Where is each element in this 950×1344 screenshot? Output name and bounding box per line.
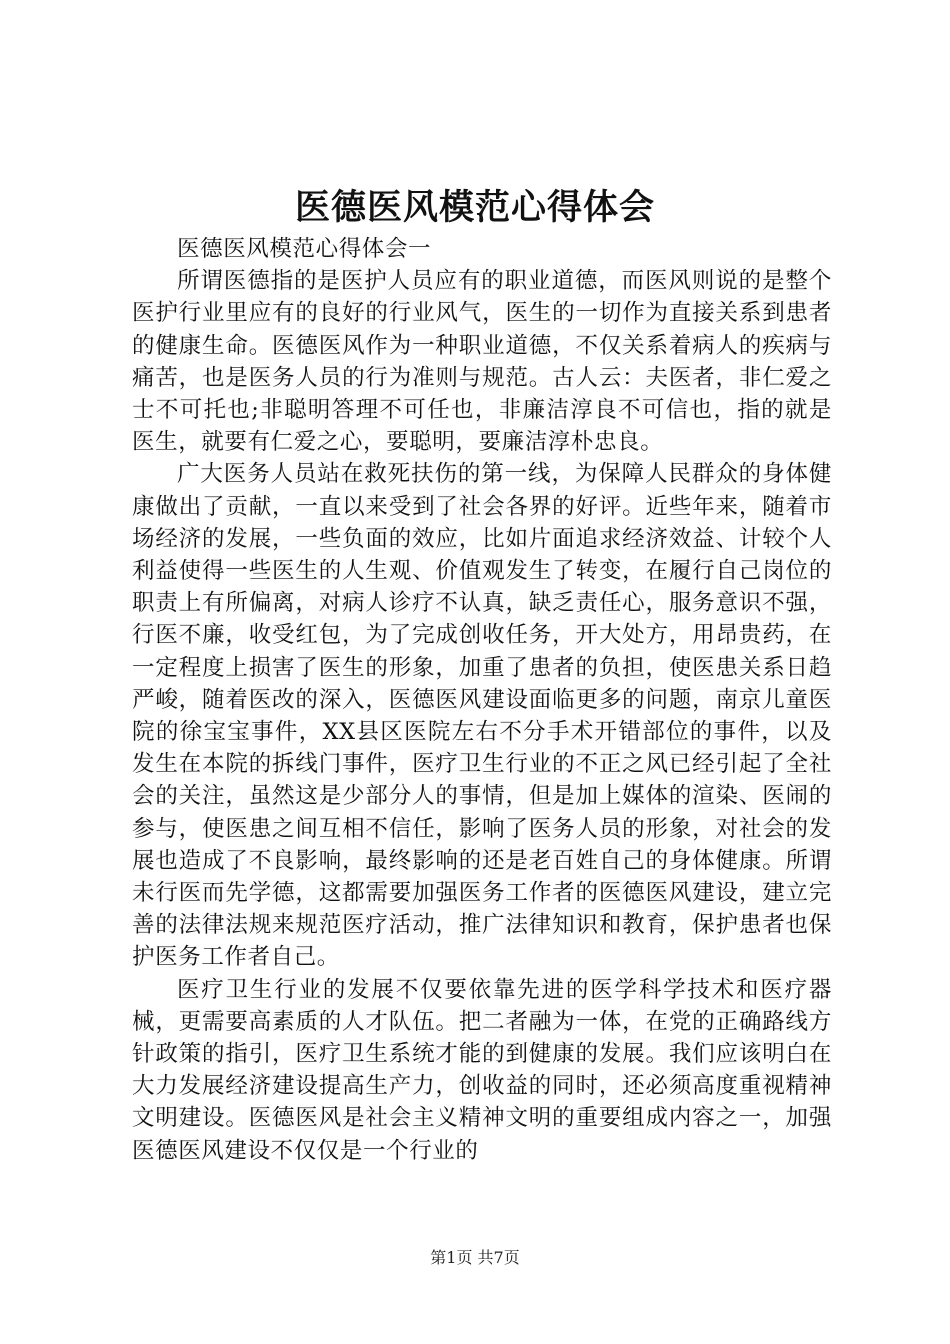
body-paragraph-2: 广大医务人员站在救死扶伤的第一线，为保障人民群众的身体健康做出了贡献，一直以来受到了社会各界的好评。近些年来，随着市场经济的发展，一些负面的效应，比如片面追求经济效益、计较个人利益使得一些医生的人生观、价值观发生了转变，在履行自己岗位的职责上有所偏离，对病人诊疗不认真，缺乏责任心，服务意识不强，行医不廉，收受红包，为了完成创收任务，开大处方，用昂贵药，在一定程度上损害了医生的形象，加重了患者的负担，使医患关系日趋严峻，随着医改的深入，医德医风建设面临更多的问题，南京儿童医院的徐宝宝事件，XX县区医院左右不分手术开错部位的事件，以及发生在本院的拆线门事件，医疗卫生行业的不正之风已经引起了全社会的关注，虽然这是少部分人的事情，但是加上媒体的渲染、医闹的参与，使医患之间互相不信任，影响了医务人员的形象，对社会的发展也造成了不良影响，最终影响的还是老百姓自己的身体健康。所谓未行医而先学德，这都需要加强医务工作者的医德医风建设，建立完善的法律法规来规范医疗活动，推广法律知识和教育，保护患者也保护医务工作者自己。 bbox=[132, 461, 832, 971]
document-title: 医德医风模范心得体会 bbox=[294, 187, 655, 228]
section-heading: 医德医风模范心得体会一 bbox=[177, 236, 432, 262]
document-body bbox=[132, 233, 832, 1167]
page-footer: 第1页 共7页 bbox=[430, 1248, 520, 1267]
body-paragraph-1: 所谓医德指的是医护人员应有的职业道德，而医风则说的是整个医护行业里应有的良好的行业风气，医生的一切作为直接关系到患者的健康生命。医德医风作为一种职业道德，不仅关系着病人的疾病与痛苦，也是医务人员的行为准则与规范。古人云：夫医者，非仁爱之士不可托也;非聪明答理不可任也，非廉洁淳良不可信也，指的就是医生，就要有仁爱之心，要聪明，要廉洁淳朴忠良。 bbox=[132, 268, 832, 456]
body-paragraph-3: 医疗卫生行业的发展不仅要依靠先进的医学科学技术和医疗器械，更需要高素质的人才队伍。把二者融为一体，在党的正确路线方针政策的指引，医疗卫生系统才能的到健康的发展。我们应该明白在大力发展经济建设提高生产力，创收益的同时，还必须高度重视精神文明建设。医德医风是社会主义精神文明的重要组成内容之一，加强医德医风建设不仅仅是一个行业的 bbox=[132, 976, 832, 1164]
